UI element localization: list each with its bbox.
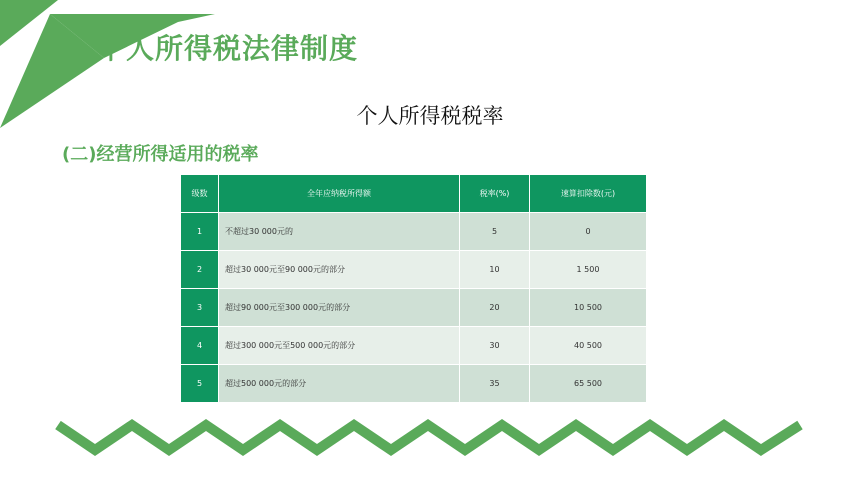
cell-rate: 10 xyxy=(460,251,530,289)
slide-subtitle: 个人所得税税率 xyxy=(356,104,504,128)
cell-level: 2 xyxy=(181,251,219,289)
cell-income-range: 不超过30 000元的 xyxy=(219,213,460,251)
header-level: 级数 xyxy=(181,175,219,213)
cell-rate: 30 xyxy=(460,327,530,365)
cell-rate: 20 xyxy=(460,289,530,327)
cell-level: 3 xyxy=(181,289,219,327)
header-rate: 税率(%) xyxy=(460,175,530,213)
cell-level: 4 xyxy=(181,327,219,365)
cell-level: 1 xyxy=(181,213,219,251)
cell-income-range: 超过500 000元的部分 xyxy=(219,365,460,403)
cell-rate: 5 xyxy=(460,213,530,251)
section-heading: (二)经营所得适用的税率 xyxy=(62,144,259,165)
cell-income-range: 超过30 000元至90 000元的部分 xyxy=(219,251,460,289)
page-title: 个人所得税法律制度 xyxy=(97,32,359,65)
cell-deduction: 40 500 xyxy=(530,327,647,365)
cell-deduction: 10 500 xyxy=(530,289,647,327)
cell-deduction: 0 xyxy=(530,213,647,251)
cell-level: 5 xyxy=(181,365,219,403)
header-quick-deduction: 速算扣除数(元) xyxy=(530,175,647,213)
cell-income-range: 超过300 000元至500 000元的部分 xyxy=(219,327,460,365)
header-taxable-income: 全年应纳税所得额 xyxy=(219,175,460,213)
cell-deduction: 65 500 xyxy=(530,365,647,403)
cell-income-range: 超过90 000元至300 000元的部分 xyxy=(219,289,460,327)
cell-rate: 35 xyxy=(460,365,530,403)
cell-deduction: 1 500 xyxy=(530,251,647,289)
